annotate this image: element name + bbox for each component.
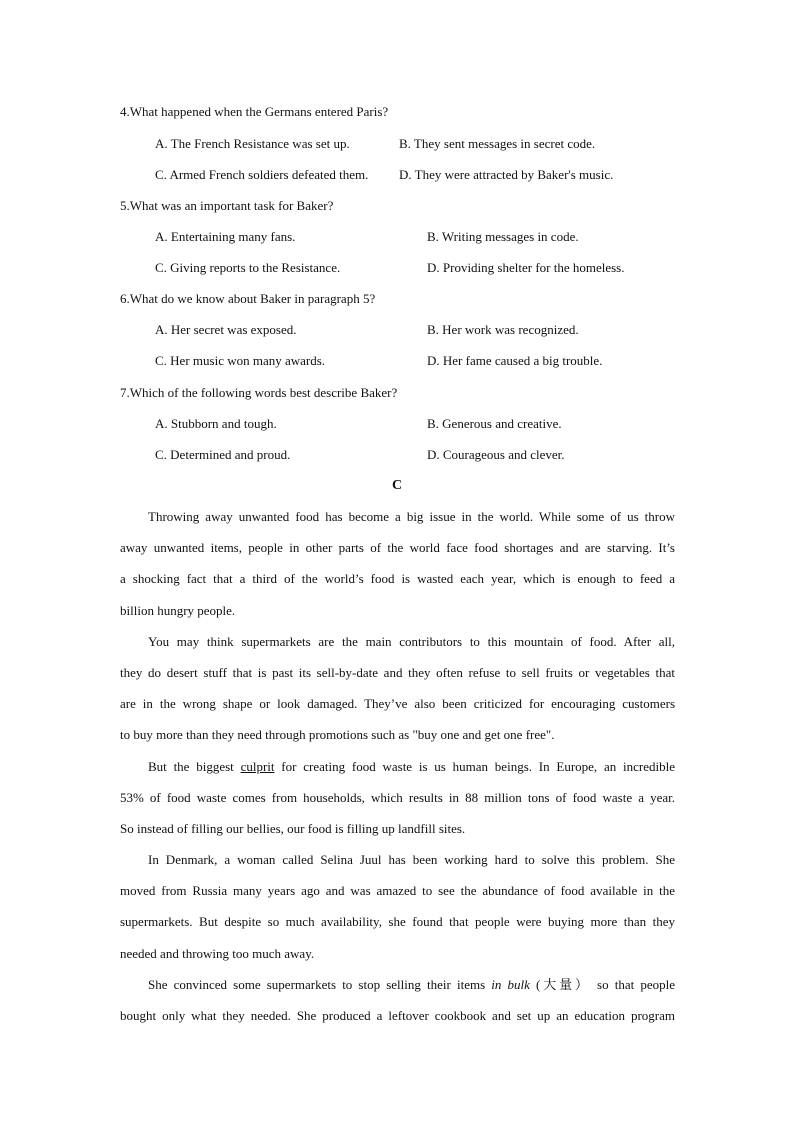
paragraph-2-line: they do desert stuff that is past its sell-by-date and they often refuse to sell fruits or vegetables that <box>120 664 675 680</box>
question-6-stem: 6.What do we know about Baker in paragraph 5? <box>120 291 376 306</box>
question-4-option-c: C. Armed French soldiers defeated them. <box>155 167 369 182</box>
paragraph-3-line: 53% of food waste comes from households, which results in 88 million tons of food waste a year. <box>120 789 675 805</box>
paragraph-2-line: to buy more than they need through promotions such as "buy one and get one free". <box>120 727 555 743</box>
paragraph-1-line: away unwanted items, people in other parts of the world face food shortages and are starving. It’s <box>120 540 675 556</box>
question-5-option-c: C. Giving reports to the Resistance. <box>155 260 341 275</box>
question-5-option-a: A. Entertaining many fans. <box>155 229 296 244</box>
paragraph-4-line: needed and throwing too much away. <box>120 945 315 961</box>
paragraph-5-text: She convinced some supermarkets to stop selling their items <box>148 976 492 992</box>
question-7-option-a: A. Stubborn and tough. <box>155 416 277 431</box>
question-6-option-a: A. Her secret was exposed. <box>155 322 297 337</box>
question-4-option-b: B. They sent messages in secret code. <box>399 136 596 151</box>
paragraph-5-text: so that people <box>590 976 675 992</box>
section-heading: C <box>391 478 403 493</box>
paragraph-4-line: moved from Russia many years ago and was amazed to see the abundance of food available in the <box>120 883 675 899</box>
paragraph-5-line <box>120 977 675 1008</box>
paragraph-1-line: billion hungry people. <box>120 602 236 618</box>
paragraph-5-line: bought only what they needed. She produced a leftover cookbook and set up an education program <box>120 1008 675 1023</box>
question-7-option-b: B. Generous and creative. <box>427 416 562 431</box>
paragraph-3-line <box>120 759 675 790</box>
question-5-option-b: B. Writing messages in code. <box>427 229 579 244</box>
paragraph-2-line: You may think supermarkets are the main contributors to this mountain of food. After all, <box>148 633 675 649</box>
question-5-stem: 5.What was an important task for Baker? <box>120 198 334 213</box>
chinese-gloss: (大量） <box>529 976 591 992</box>
paragraph-3-text: for creating food waste is us human beings. In Europe, an incredible <box>274 758 675 774</box>
paragraph-3-line: So instead of filling our bellies, our food is filling up landfill sites. <box>120 820 466 836</box>
paragraph-2-line: are in the wrong shape or look damaged. They’ve also been criticized for encouraging customers <box>120 696 675 712</box>
paragraph-1-line: a shocking fact that a third of the world’s food is wasted each year, which is enough to feed a <box>120 571 675 587</box>
question-7-stem: 7.Which of the following words best describe Baker? <box>120 385 398 400</box>
question-7-option-d: D. Courageous and clever. <box>427 447 565 462</box>
question-6-option-b: B. Her work was recognized. <box>427 322 579 337</box>
italic-term-in-bulk: in bulk <box>491 976 530 992</box>
question-6-option-c: C. Her music won many awards. <box>155 353 326 368</box>
question-4-option-a: A. The French Resistance was set up. <box>155 136 350 151</box>
paragraph-4-line: supermarkets. But despite so much availability, she found that people were buying more than they <box>120 914 675 930</box>
paragraph-1-line: Throwing away unwanted food has become a big issue in the world. While some of us throw <box>148 509 675 524</box>
paragraph-4-line: In Denmark, a woman called Selina Juul has been working hard to solve this problem. She <box>148 852 675 868</box>
question-5-option-d: D. Providing shelter for the homeless. <box>427 260 625 275</box>
paragraph-3-text: But the biggest <box>148 758 241 774</box>
question-4-stem: 4.What happened when the Germans entered Paris? <box>120 104 389 119</box>
question-4-option-d: D. They were attracted by Baker's music. <box>399 167 614 182</box>
question-7-option-c: C. Determined and proud. <box>155 447 291 462</box>
underlined-word-culprit: culprit <box>240 758 275 774</box>
question-6-option-d: D. Her fame caused a big trouble. <box>427 353 603 368</box>
passage <box>120 509 675 1039</box>
